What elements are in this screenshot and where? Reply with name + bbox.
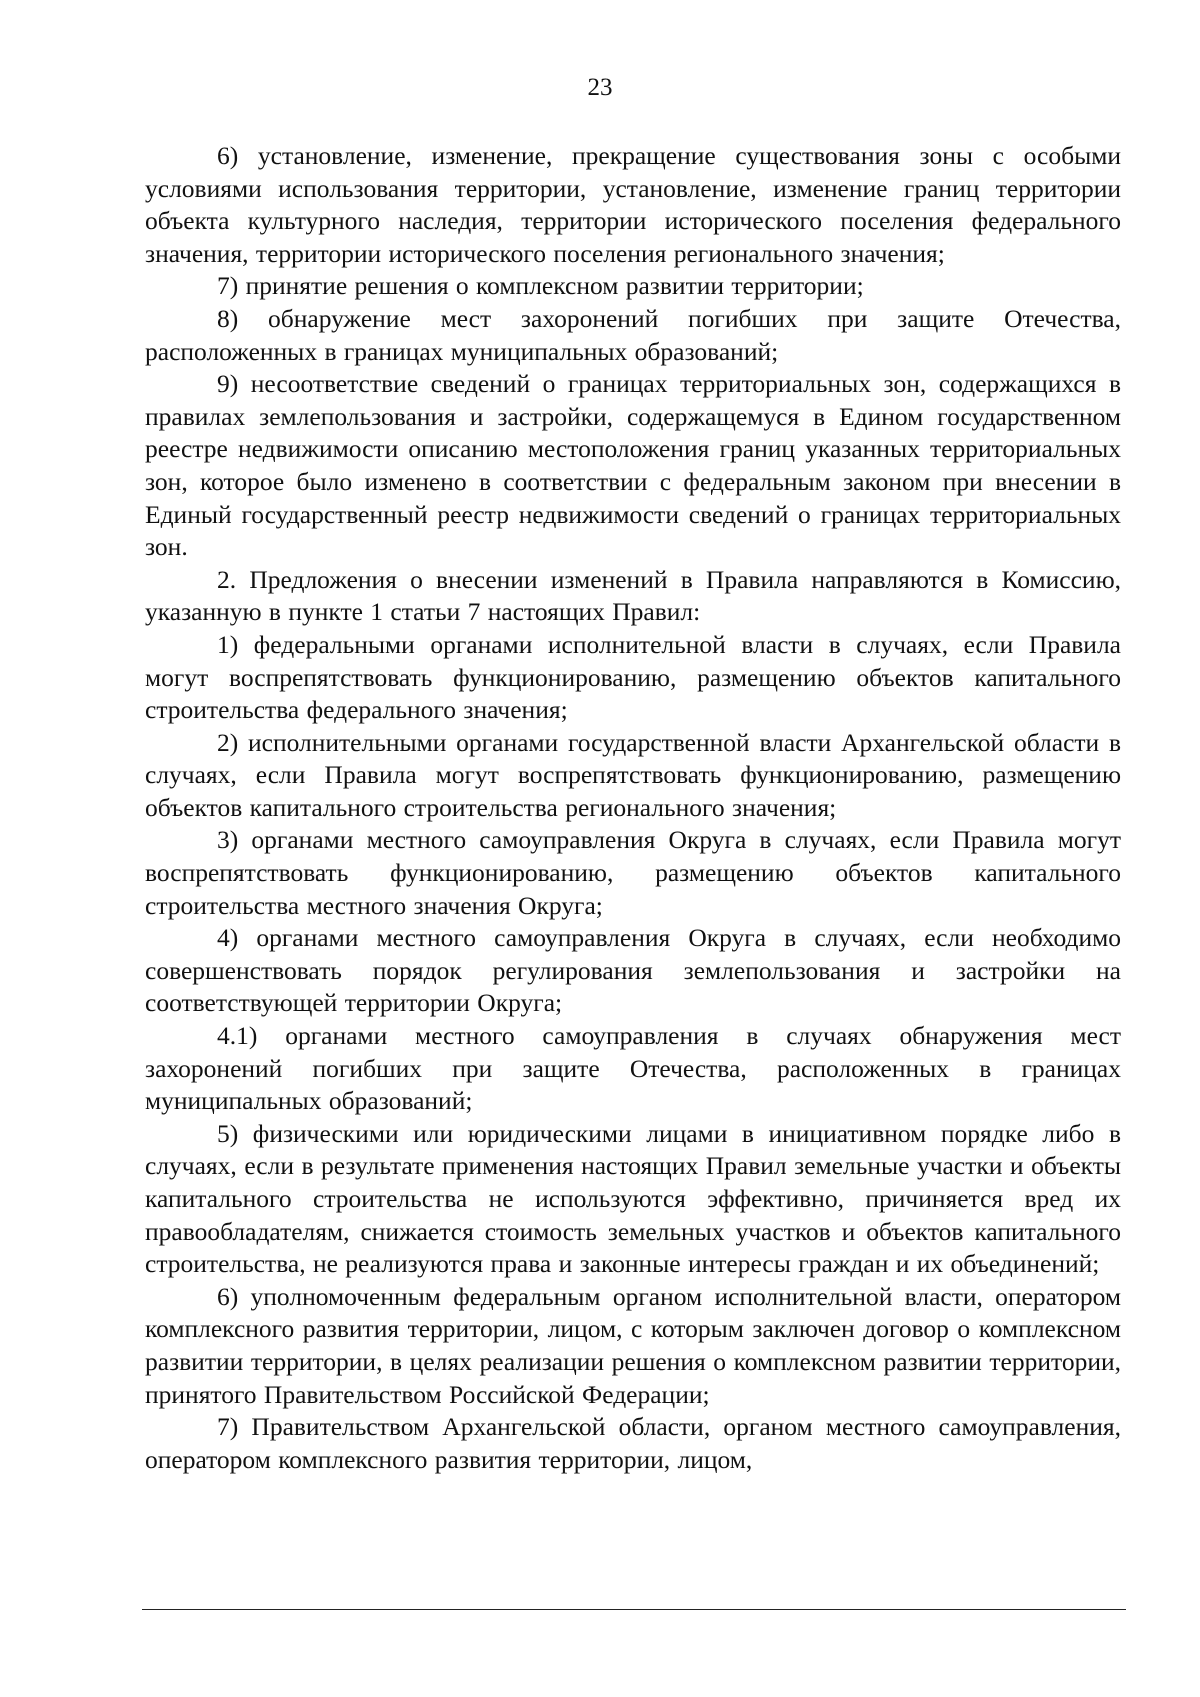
footer-divider: [142, 1609, 1126, 1610]
paragraph-item-9: 9) несоответствие сведений о границах территориальных зон, содержащихся в правилах землепользования и застройки, содержащемуся в Едином государственном реестре недвижимости описанию местоположения границ указанных территориальных зон, которое было изменено в соответствии с федеральным законом при внесении в Единый государственный реестр недвижимости сведений о границах территориальных зон.: [145, 369, 1121, 562]
paragraph-clause-2: 2. Предложения о внесении изменений в Правила направляются в Комиссию, указанную в пункте 1 статьи 7 настоящих Правил:: [145, 564, 1121, 627]
paragraph-subitem-4-1: 4.1) органами местного самоуправления в случаях обнаружения мест захоронений погибших при защите Отечества, расположенных в границах муниципальных образований;: [145, 1021, 1121, 1116]
paragraph-subitem-7: 7) Правительством Архангельской области, органом местного самоуправления, оператором комплексного развития территории, лицом,: [145, 1412, 1121, 1474]
paragraph-item-8: 8) обнаружение мест захоронений погибших при защите Отечества, расположенных в границах муниципальных образований;: [145, 303, 1121, 366]
page-number: 23: [587, 74, 613, 101]
document-body: [145, 140, 1121, 1476]
paragraph-subitem-6: 6) уполномоченным федеральным органом исполнительной власти, оператором комплексного развития территории, лицом, с которым заключен договор о комплексном развитии территории, в целях реализации решения о комплексном развитии территории, принятого Правительством Российской Федерации;: [145, 1281, 1121, 1409]
paragraph-item-6: 6) установление, изменение, прекращение существования зоны с особыми условиями использования территории, установление, изменение границ территории объекта культурного наследия, территории исторического поселения федерального значения, территории исторического поселения регионального значения;: [145, 141, 1121, 268]
paragraph-subitem-5: 5) физическими или юридическими лицами в инициативном порядке либо в случаях, если в результате применения настоящих Правил земельные участки и объекты капитального строительства не используются эффективно, причиняется вред их правообладателям, снижается стоимость земельных участков и объектов капитального строительства, не реализуются права и законные интересы граждан и их объединений;: [145, 1118, 1121, 1279]
paragraph-item-7: 7) принятие решения о комплексном развитии территории;: [217, 271, 864, 301]
paragraph-subitem-4: 4) органами местного самоуправления Округа в случаях, если необходимо совершенствовать порядок регулирования землепользования и застройки на соответствующей территории Округа;: [145, 923, 1121, 1018]
paragraph-subitem-3: 3) органами местного самоуправления Округа в случаях, если Правила могут воспрепятствовать функционированию, размещению объектов капитального строительства местного значения Округа;: [145, 825, 1121, 920]
paragraph-subitem-1: 1) федеральными органами исполнительной власти в случаях, если Правила могут воспрепятствовать функционированию, размещению объектов капитального строительства федерального значения;: [145, 629, 1121, 725]
paragraph-subitem-2: 2) исполнительными органами государственной власти Архангельской области в случаях, если Правила могут воспрепятствовать функционированию, размещению объектов капитального строительства регионального значения;: [145, 727, 1121, 822]
